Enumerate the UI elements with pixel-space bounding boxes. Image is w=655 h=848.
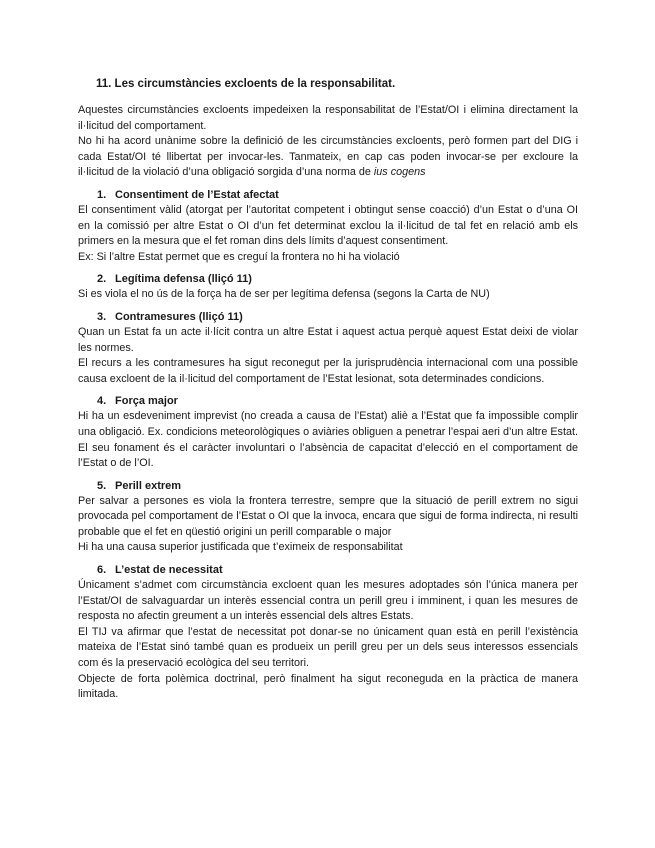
section-forca-major — [78, 394, 578, 471]
section-number: 4. — [97, 395, 107, 408]
section-title: Consentiment de l’Estat afectat — [115, 188, 279, 201]
intro-paragraph-2-italic: ius cogens — [373, 166, 426, 179]
section-paragraph: Quan un Estat fa un acte il·lícit contra un altre Estat i aquest actua perquè aquest Estat deixi de violar les normes. — [78, 325, 578, 354]
section-title: Legítima defensa (lliçó 11) — [115, 273, 252, 286]
section-paragraph: Objecte de forta polèmica doctrinal, però finalment ha sigut reconeguda en la pràctica de manera limitada. — [78, 672, 578, 701]
section-paragraph: El TIJ va afirmar que l’estat de necessitat pot donar-se no únicament quan està en perill l’existència mateixa de l’Estat sinó també quan es produeix un perill greu per un dels seus interessos essencials com és la preservació ecològica del seu territori. — [78, 625, 578, 670]
section-legitima-defensa — [78, 272, 578, 303]
section-paragraph: El seu fonament és el caràcter involuntari o l’absència de capacitat d’elecció en el comportament de l’Estat o de l’OI. — [78, 441, 578, 470]
section-paragraph: Hi ha una causa superior justificada que t’eximeix de responsabilitat — [78, 541, 403, 554]
section-heading — [78, 188, 578, 203]
intro-paragraph-2 — [78, 134, 578, 181]
document-body — [78, 101, 578, 703]
section-heading — [78, 272, 578, 287]
section-title: L’estat de necessitat — [115, 564, 223, 577]
page-title: 11. Les circumstàncies excloents de la responsabilitat. — [96, 78, 396, 90]
section-heading — [78, 479, 578, 494]
section-paragraph: Hi ha un esdeveniment imprevist (no creada a causa de l’Estat) aliè a l’Estat que fa impossible complir una obligació. Ex. condicions meteorològiques o aviàries obliguen a penetrar l’espai aeri d’un altre Estat. — [78, 410, 578, 438]
section-consentiment — [78, 188, 578, 265]
section-number: 3. — [97, 310, 107, 323]
section-paragraph: Per salvar a persones es viola la frontera terrestre, sempre que la situació de perill extrem no sigui provocada pel comportament de l’Estat o OI que la invoca, encara que sigui de forma indirecta, ni resulti probable que el fet en qüestió origini un perill comparable o major — [78, 494, 578, 538]
section-number: 2. — [97, 273, 107, 286]
section-title: Força major — [115, 395, 178, 408]
section-paragraph: Únicament s’admet com circumstància excloent quan les mesures adoptades són l’única manera per l’Estat/OI de salvaguardar un interès essencial contra un perill greu i imminent, i quan les mesures de resposta no afectin greument a un interès essencial dels altres Estats. — [78, 579, 578, 623]
section-paragraph: El recurs a les contramesures ha sigut reconegut per la jurisprudència internacional com una possible causa excloent de la il·licitud del comportament de l’Estat lesionat, sota determinades condicions. — [78, 357, 578, 385]
section-number: 1. — [97, 188, 107, 201]
intro-block — [78, 103, 578, 181]
section-paragraph: Si es viola el no ús de la força ha de ser per legítima defensa (segons la Carta de NU) — [78, 288, 490, 301]
intro-paragraph-1: Aquestes circumstàncies excloents impedeixen la responsabilitat de l’Estat/OI i elimina directament la il·licitud del comportament. — [78, 104, 578, 132]
section-paragraph: El consentiment vàlid (atorgat per l’autoritat competent i obtingut sense coacció) d’un Estat o d’una OI en la comissió per altre Estat o OI d’un fet determinat exclou la il·licitud de tal fet en relació amb els primers en la mesura que el fet roman dins dels límits d’aquest consentiment. — [78, 203, 578, 248]
section-heading — [78, 310, 578, 325]
section-number: 5. — [97, 479, 107, 492]
intro-paragraph-2-text: No hi ha acord unànime sobre la definició de les circumstàncies excloents, però formen part del DIG i cada Estat/OI té llibertat per invocar-les. Tanmateix, en cap cas poden invocar-se per excloure la il·licitud de la violació d’una obligació sorgida d’una norma de — [78, 135, 578, 179]
section-title: Perill extrem — [115, 479, 182, 492]
section-number: 6. — [97, 564, 107, 577]
section-contramesures — [78, 310, 578, 387]
section-paragraph: Ex: Si l’altre Estat permet que es creguí la frontera no hi ha violació — [78, 250, 400, 263]
section-heading — [78, 563, 578, 578]
section-heading — [78, 394, 578, 409]
section-perill-extrem — [78, 479, 578, 556]
section-title: Contramesures (lliçó 11) — [115, 310, 243, 323]
section-estat-necessitat — [78, 563, 578, 703]
